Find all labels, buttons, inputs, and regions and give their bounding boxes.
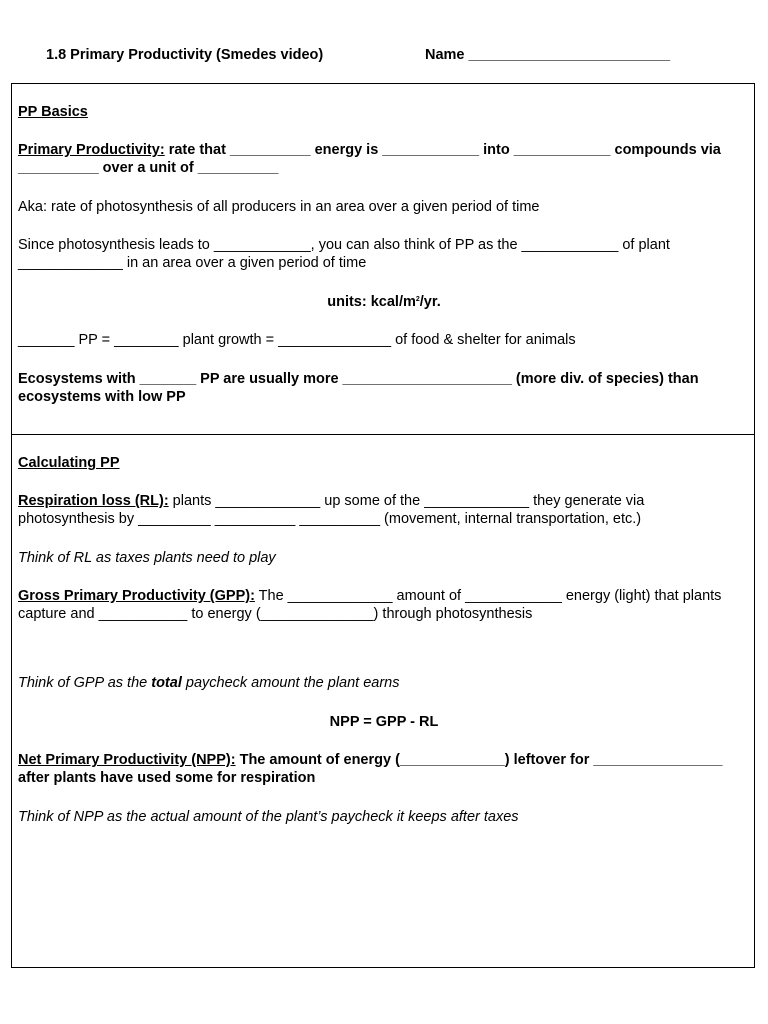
rl-definition <box>18 492 750 511</box>
units-text <box>18 293 750 312</box>
gpp-definition <box>18 587 750 606</box>
pp-term: Primary Productivity: <box>18 142 165 158</box>
npp-think-text: Think of NPP as the actual amount of the plant’s paycheck it keeps after taxes <box>18 809 519 825</box>
gpp-think-text <box>18 674 750 693</box>
npp-definition-text: The amount of energy (_____________) leftover for ________________ <box>235 752 723 768</box>
gpp-term: Gross Primary Productivity (GPP): <box>18 588 255 604</box>
pp-definition-line-2: __________ over a unit of __________ <box>18 160 279 176</box>
pp-definition <box>18 141 750 160</box>
pp-definition-text: rate that __________ energy is ____________ into ____________ compounds via <box>164 142 721 158</box>
gpp-think-c: paycheck amount the plant earns <box>181 675 400 691</box>
npp-definition-line-2: after plants have used some for respiration <box>18 770 316 786</box>
rl-term: Respiration loss (RL): <box>18 493 169 509</box>
npp-definition <box>18 751 750 770</box>
aka-text: Aka: rate of photosynthesis of all producers in an area over a given period of time <box>18 199 540 215</box>
gpp-definition-line-2: capture and ___________ to energy (______________) through photosynthesis <box>18 606 533 622</box>
calculating-heading: Calculating PP <box>18 455 120 471</box>
rl-definition-text: plants _____________ up some of the _____________ they generate via <box>168 493 645 509</box>
since-text-line-1: Since photosynthesis leads to ____________, you can also think of PP as the ____________ of plant <box>18 237 670 253</box>
ecosystems-text-line-1: Ecosystems with _______ PP are usually more _____________________ (more div. of species) than <box>18 371 699 387</box>
pp-basics-section <box>11 83 755 435</box>
pp-basics-heading: PP Basics <box>18 104 88 120</box>
rl-definition-line-2: photosynthesis by _________ __________ __________ (movement, internal transportation, etc.) <box>18 511 642 527</box>
growth-text: _______ PP = ________ plant growth = ______________ of food & shelter for animals <box>18 332 576 348</box>
units-text-b: /yr. <box>419 294 441 310</box>
npp-term: Net Primary Productivity (NPP): <box>18 752 236 768</box>
ecosystems-text-line-2: ecosystems with low PP <box>18 389 186 405</box>
calculating-pp-section <box>11 434 755 968</box>
units-text-a: units: kcal/m <box>327 294 416 310</box>
gpp-definition-text: The _____________ amount of ____________ energy (light) that plants <box>254 588 722 604</box>
name-field-label: Name _________________________ <box>425 47 671 63</box>
npp-formula: NPP = GPP - RL <box>329 714 439 730</box>
rl-think-text: Think of RL as taxes plants need to play <box>18 550 276 566</box>
since-text-line-2: _____________ in an area over a given period of time <box>18 255 367 271</box>
worksheet-title: 1.8 Primary Productivity (Smedes video) <box>46 47 324 63</box>
gpp-think-emphasis: total <box>151 675 182 691</box>
units-superscript: 2 <box>415 296 420 303</box>
gpp-think-a: Think of GPP as the <box>18 675 152 691</box>
